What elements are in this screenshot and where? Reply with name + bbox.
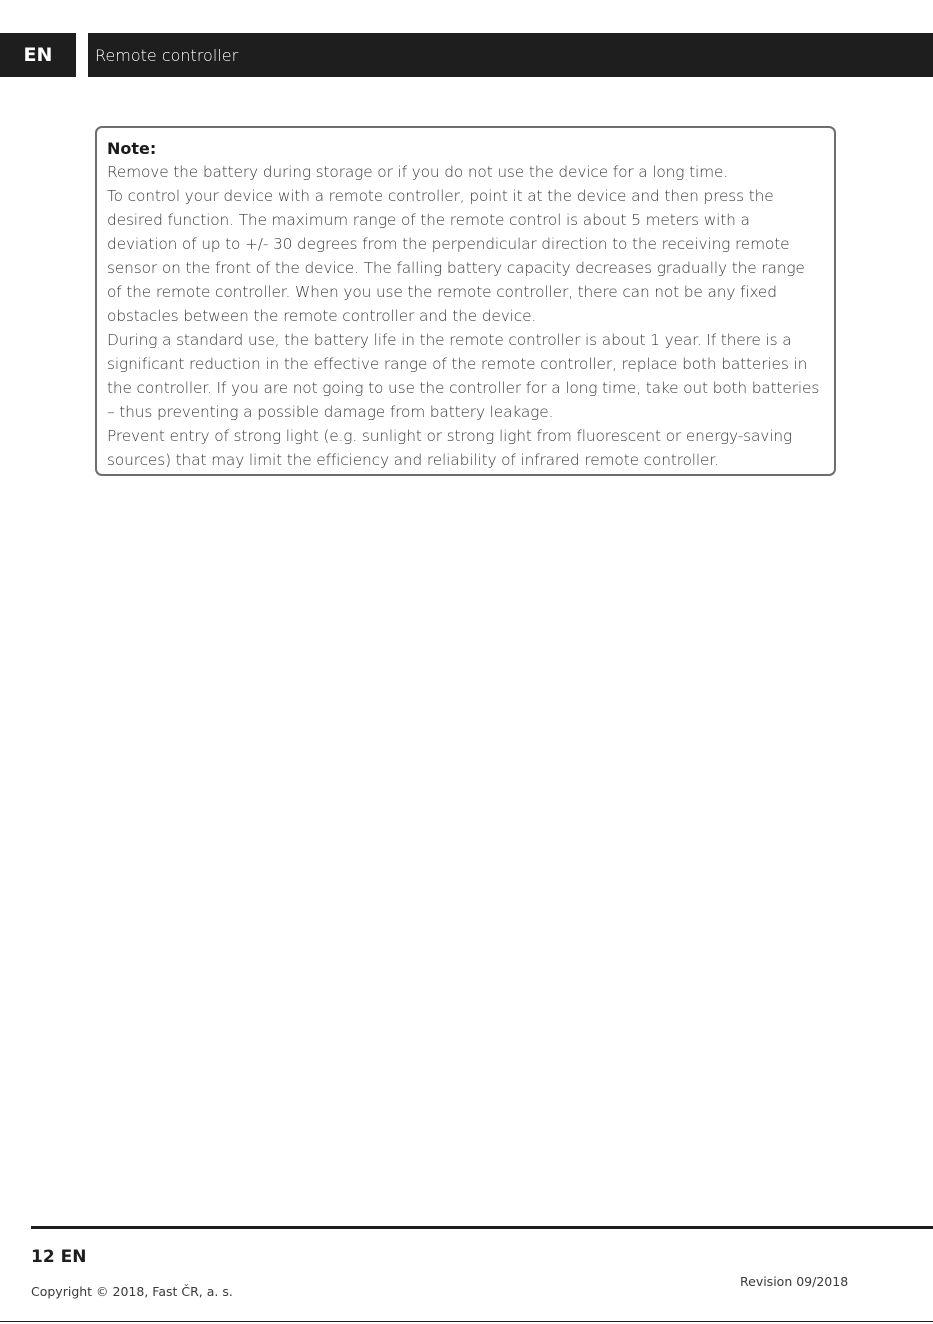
note-paragraph: During a standard use, the battery life in the remote controller is about 1 year. If there is a significant reduction in the effective range of the remote controller, replace both batteries in the controller. If you are not going to use the controller for a long time, take out both batteries – thus preventing a possible damage from battery leakage. <box>107 331 820 421</box>
page-header <box>0 33 933 77</box>
note-box <box>95 126 836 476</box>
revision-text: Revision 09/2018 <box>740 1274 849 1289</box>
bottom-rule <box>0 1321 933 1322</box>
section-title: Remote controller <box>95 46 239 65</box>
page-number: 12 EN <box>31 1247 87 1267</box>
note-title: Note: <box>107 139 157 158</box>
note-paragraph: Prevent entry of strong light (e.g. sunlight or strong light from fluorescent or energy-saving sources) that may limit the efficiency and reliability of infrared remote controller. <box>107 427 793 469</box>
language-label: EN <box>23 44 53 66</box>
copyright-text: Copyright © 2018, Fast ČR, a. s. <box>31 1284 233 1299</box>
header-divider <box>76 33 88 77</box>
note-text <box>107 160 824 472</box>
footer-rule <box>31 1226 933 1229</box>
note-paragraph: Remove the battery during storage or if you do not use the device for a long time. <box>107 163 729 181</box>
note-paragraph: To control your device with a remote controller, point it at the device and then press the desired function. The maximum range of the remote control is about 5 meters with a deviation of up to +/- 30 degrees from the perpendicular direction to the receiving remote sensor on the front of the device. The falling battery capacity decreases gradually the range of the remote controller. When you use the remote controller, there can not be any fixed obstacles between the remote controller and the device. <box>107 187 805 325</box>
